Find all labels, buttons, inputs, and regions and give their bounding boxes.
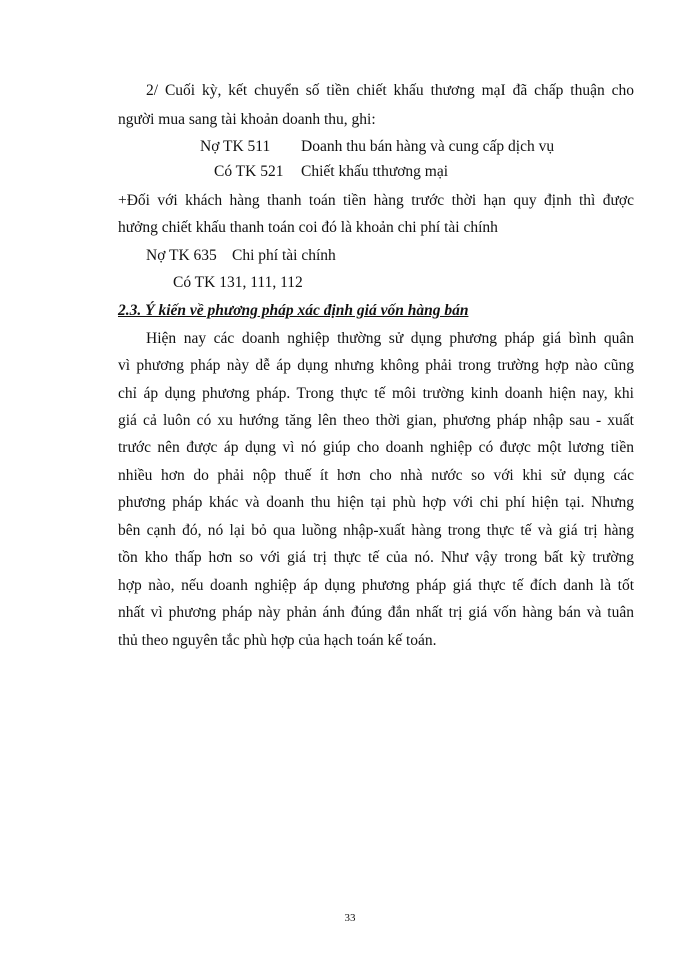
debit-description: Chi phí tài chính xyxy=(232,247,336,264)
credit-account: Có TK 521 xyxy=(214,163,284,180)
journal-entry-credit: Có TK 131, 111, 112 xyxy=(173,274,303,291)
paragraph-line: nhất vì phương pháp này phản ánh đúng đắn nhất trị giá vốn hàng bán và tuân xyxy=(118,604,634,621)
paragraph-line: phương pháp khác và doanh thu hiện tại phù hợp với chi phí hiện tại. Nhưng xyxy=(118,494,634,511)
paragraph-line: nhiều hơn do phải nộp thuế ít hơn cho nhà nước so với khi sử dụng các xyxy=(118,467,634,484)
paragraph-line: chỉ áp dụng phương pháp. Trong thực tế môi trường kinh doanh hiện nay, khi xyxy=(118,385,634,402)
paragraph-line: bên cạnh đó, nó lại bỏ qua luồng nhập-xuất hàng trong thực tế và giá trị hàng xyxy=(118,522,634,539)
section-heading: 2.3. Ý kiến về phương pháp xác định giá vốn hàng bán xyxy=(118,302,469,319)
paragraph-line: vì phương pháp này dễ áp dụng nhưng không phải trong trường hợp nào cũng xyxy=(118,357,634,374)
paragraph-line: hưởng chiết khấu thanh toán coi đó là khoản chi phí tài chính xyxy=(118,219,498,236)
paragraph-line: Hiện nay các doanh nghiệp thường sử dụng phương pháp giá bình quân xyxy=(146,330,634,347)
paragraph-line: giá cả luôn có xu hướng tăng lên theo thời gian, phương pháp nhập sau - xuất xyxy=(118,412,634,429)
credit-description: Chiết khấu tthương mại xyxy=(301,163,449,180)
paragraph-line: trước nên được áp dụng vì nó giúp cho doanh nghiệp có được một lương tiền xyxy=(118,439,634,456)
paragraph-line: người mua sang tài khoản doanh thu, ghi: xyxy=(118,111,376,128)
page-number: 33 xyxy=(344,912,356,924)
debit-account: Nợ TK 635 xyxy=(146,247,217,264)
journal-entry-credit xyxy=(214,162,448,182)
debit-account: Nợ TK 511 xyxy=(200,138,271,155)
paragraph-line: hợp nào, nếu doanh nghiệp áp dụng phương pháp giá thực tế đích danh là tốt xyxy=(118,577,634,594)
paragraph-line: thủ theo nguyên tắc phù hợp của hạch toán kế toán. xyxy=(118,632,437,649)
paragraph-line: 2/ Cuối kỳ, kết chuyển số tiền chiết khấu thương mạI đã chấp thuận cho xyxy=(146,82,634,99)
paragraph-line: +Đối với khách hàng thanh toán tiền hàng trước thời hạn quy định thì được xyxy=(118,192,634,209)
debit-description: Doanh thu bán hàng và cung cấp dịch vụ xyxy=(301,138,555,155)
journal-entry-debit xyxy=(200,137,554,157)
paragraph-line: tồn kho thấp hơn so với giá trị thực tế của nó. Như vậy trong bất kỳ trường xyxy=(118,549,634,566)
journal-entry-debit xyxy=(146,246,336,266)
